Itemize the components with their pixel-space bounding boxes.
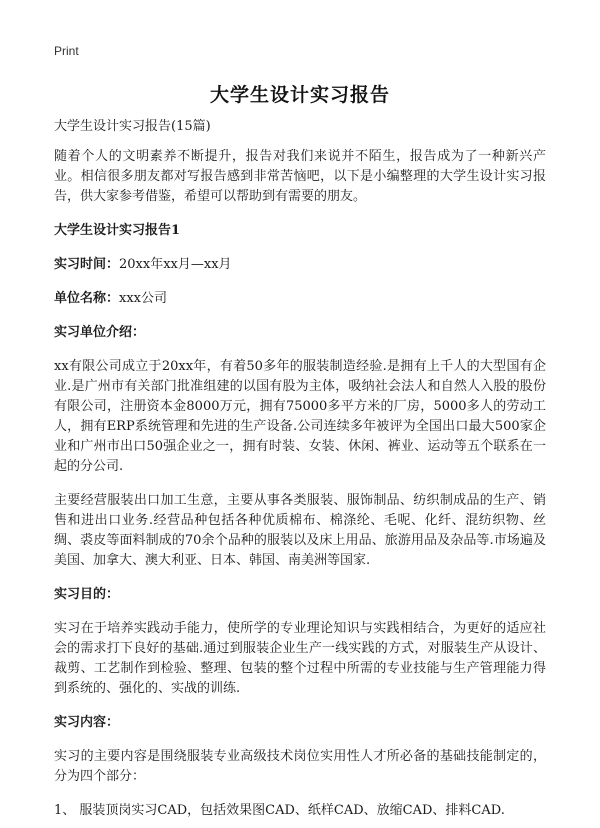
unit-intro-paragraph: xx有限公司成立于20xx年，有着50多年的服装制造经验.是拥有上千人的大型国有企业.是广州市有关部门批准组建的以国有股为主体，吸纳社会法人和自然人入股的股份有限公司，注册资本金8000万元，拥有75000多平方米的厂房，5000多人的劳动工人，拥有ERP系统管理和先进的生产设备.公司连续多年被评为全国出口最大500家企业和广州市出口50强企业之一，拥有时装、女装、休闲、裤业、运动等五个联系在一起的分公司. [54,359,546,474]
unit-name-label: 单位名称： [54,291,120,306]
content-paragraph: 实习的主要内容是围绕服装专业高级技术岗位实用性人才所必备的基础技能制定的，分为四个部分： [54,749,546,784]
section-heading-report-1: 大学生设计实习报告1 [54,223,181,238]
purpose-paragraph: 实习在于培养实践动手能力，使所学的专业理论知识与实践相结合，为更好的适应社会的需求打下良好的基础.通过到服装企业生产一线实践的方式，对服装生产从设计、裁剪、工艺制作到检验、整理、包装的整个过程中所需的专业技能与生产管理能力得到系统的、强化的、实战的训练. [54,621,546,696]
unit-business-paragraph: 主要经营服装出口加工生意，主要从事各类服装、服饰制品、纺织制成品的生产、销售和进出口业务.经营品种包括各种优质棉布、棉涤纶、毛呢、化纤、混纺织物、丝绸、裘皮等面料制成的70余个品种的服装以及床上用品、旅游用品及杂品等.市场遍及美国、加拿大、澳大利亚、日本、韩国、南美洲等国家. [54,493,546,568]
document-body [54,117,546,821]
unit-name-line [54,289,546,309]
internship-time-value: 20xx年xx月—xx月 [119,257,232,272]
internship-time-line [54,255,546,275]
content-heading: 实习内容： [54,715,120,730]
document-title: 大学生设计实习报告 [209,84,390,106]
list-item: 1、 服装顶岗实习CAD，包括效果图CAD、纸样CAD、放缩CAD、排料CAD. [54,803,505,818]
intro-paragraph: 随着个人的文明素养不断提升，报告对我们来说并不陌生，报告成为了一种新兴产业。相信很多朋友都对写报告感到非常苦恼吧，以下是小编整理的大学生设计实习报告，供大家参考借鉴，希望可以帮助到有需要的朋友。 [54,149,546,204]
unit-name-value: xxx公司 [119,291,168,306]
purpose-heading: 实习目的： [54,587,120,602]
print-link[interactable]: Print [54,44,79,58]
unit-intro-heading: 实习单位介绍： [54,325,146,340]
document-subtitle: 大学生设计实习报告(15篇) [54,119,211,134]
internship-time-label: 实习时间： [54,257,120,272]
